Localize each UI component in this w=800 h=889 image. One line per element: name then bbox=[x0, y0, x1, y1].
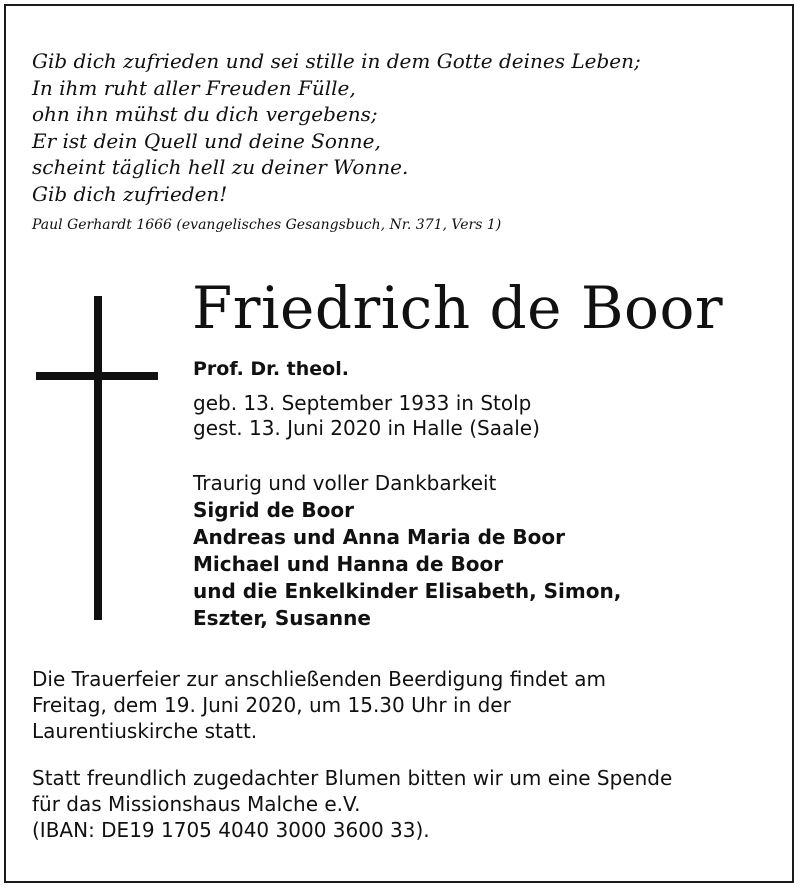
mourner-name: Eszter, Susanne bbox=[193, 606, 371, 630]
mourner-name: Andreas und Anna Maria de Boor bbox=[193, 525, 566, 549]
hymn-line: Gib dich zufrieden und sei stille in dem Gotte deines Leben; bbox=[32, 49, 641, 73]
hymn-line: Er ist dein Quell und deine Sonne, bbox=[32, 128, 381, 153]
mourner-name: und die Enkelkinder Elisabeth, Simon, bbox=[193, 579, 622, 603]
funeral-notice bbox=[32, 666, 772, 744]
mourner-name: Michael und Hanna de Boor bbox=[193, 552, 504, 576]
funeral-notice-line: Laurentiuskirche statt. bbox=[32, 719, 258, 743]
death-date: gest. 13. Juni 2020 in Halle (Saale) bbox=[193, 416, 540, 440]
mourners-intro: Traurig und voller Dankbarkeit bbox=[193, 471, 497, 495]
donation-notice bbox=[32, 765, 772, 843]
hymn-line: In ihm ruht aller Freuden Fülle, bbox=[32, 75, 356, 100]
donation-notice-line: Statt freundlich zugedachter Blumen bitten wir um eine Spende bbox=[32, 766, 673, 790]
hymn-verse bbox=[32, 48, 772, 207]
mourner-name: Sigrid de Boor bbox=[193, 498, 355, 522]
cross-vertical-bar bbox=[94, 296, 102, 620]
donation-iban-line: (IBAN: DE19 1705 4040 3000 3600 33). bbox=[32, 818, 430, 842]
cross-horizontal-bar bbox=[36, 372, 158, 380]
hymn-attribution: Paul Gerhardt 1666 (evangelisches Gesangsbuch, Nr. 371, Vers 1) bbox=[32, 217, 502, 233]
life-dates bbox=[193, 391, 540, 441]
funeral-notice-line: Die Trauerfeier zur anschließenden Beerdigung findet am bbox=[32, 667, 606, 691]
mourners-block bbox=[193, 470, 621, 632]
hymn-line: ohn ihn mühst du dich vergebens; bbox=[32, 102, 378, 126]
funeral-notice-line: Freitag, dem 19. Juni 2020, um 15.30 Uhr in der bbox=[32, 693, 511, 717]
birth-date: geb. 13. September 1933 in Stolp bbox=[193, 391, 532, 415]
hymn-line: scheint täglich hell zu deiner Wonne. bbox=[32, 155, 409, 179]
academic-title: Prof. Dr. theol. bbox=[193, 358, 349, 380]
hymn-line: Gib dich zufrieden! bbox=[32, 181, 228, 206]
donation-notice-line: für das Missionshaus Malche e.V. bbox=[32, 792, 361, 816]
deceased-name: Friedrich de Boor bbox=[192, 274, 724, 342]
